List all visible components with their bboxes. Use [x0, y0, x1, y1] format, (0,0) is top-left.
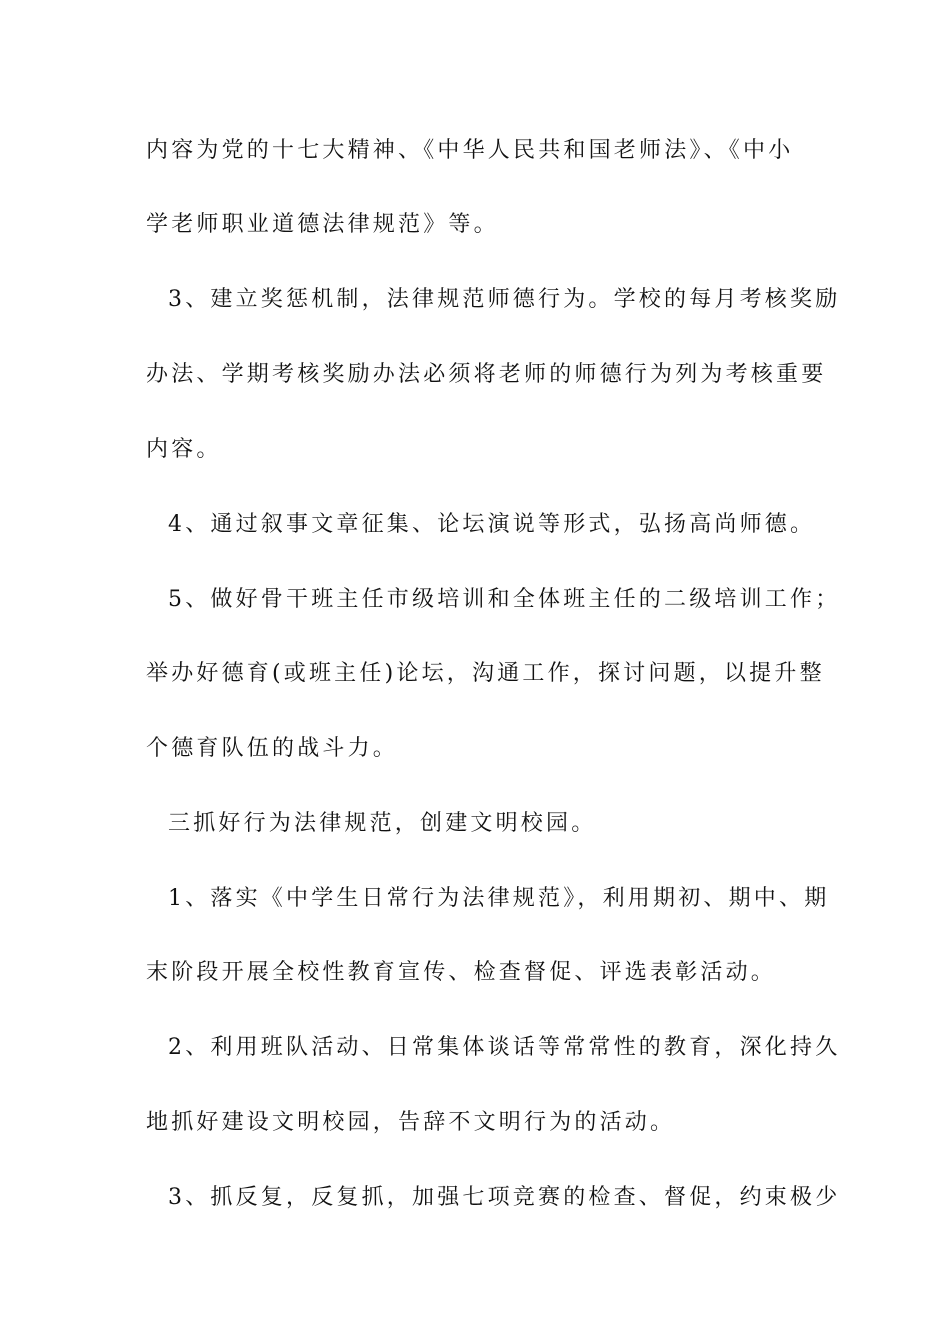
text-line: 内容。: [146, 437, 222, 462]
text-line: 办法、学期考核奖励办法必须将老师的师德行为列为考核重要: [146, 362, 827, 387]
text-line: 3、建立奖惩机制，法律规范师德行为。学校的每月考核奖励: [168, 287, 841, 312]
text-line: 末阶段开展全校性教育宣传、检查督促、评选表彰活动。: [146, 960, 777, 985]
section-heading: 三抓好行为法律规范，创建文明校园。: [168, 811, 597, 836]
text-line: 内容为党的十七大精神、《中华人民共和国老师法》、《中小: [146, 138, 794, 163]
text-line: 地抓好建设文明校园，告辞不文明行为的活动。: [146, 1110, 676, 1135]
text-line: 举办好德育(或班主任)论坛，沟通工作，探讨问题，以提升整: [146, 661, 825, 686]
text-line: 个德育队伍的战斗力。: [146, 736, 399, 761]
text-line: 2、利用班队活动、日常集体谈话等常常性的教育，深化持久: [168, 1035, 841, 1060]
text-line: 5、做好骨干班主任市级培训和全体班主任的二级培训工作；: [168, 587, 841, 612]
text-line: 1、落实《中学生日常行为法律规范》，利用期初、期中、期: [168, 886, 830, 911]
text-line: 4、通过叙事文章征集、论坛演说等形式，弘扬高尚师德。: [168, 512, 816, 537]
text-line: 3、抓反复，反复抓，加强七项竞赛的检查、督促，约束极少: [168, 1185, 841, 1210]
text-line: 学老师职业道德法律规范》等。: [146, 212, 499, 237]
